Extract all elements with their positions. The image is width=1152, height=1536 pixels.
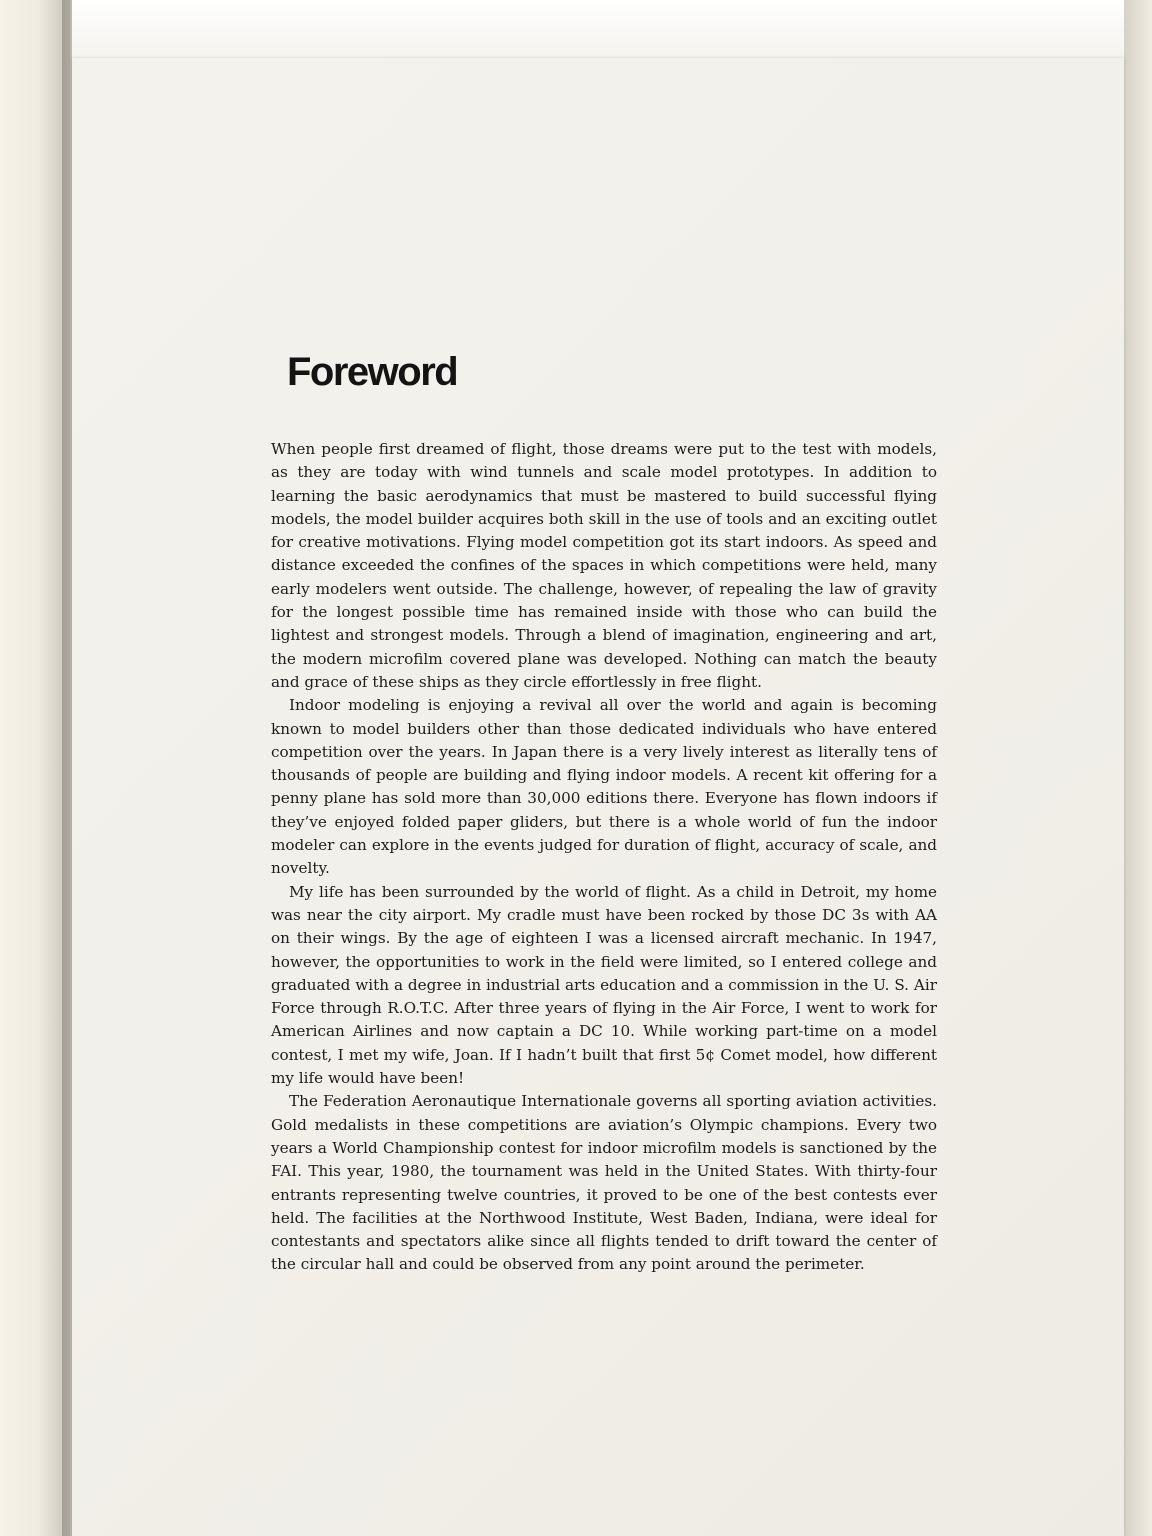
paragraph-4: The Federation Aeronautique Internationale governs all sporting aviation activities. Gold medalists in these competitions are aviation’s Olympic champions. Every two years a World Championship contest for indoor microfilm models is sanctioned by the FAI. This year, 1980, the tournament was held in the United States. With thirty-four entrants representing twelve countries, it proved to be one of the best contests ever held. The facilities at the Northwood Institute, West Baden, Indiana, were ideal for contestants and spectators alike since all flights tended to drift toward the center of the circular hall and could be observed from any point around the perimeter. — [271, 1092, 937, 1274]
paragraph-1: When people first dreamed of flight, those dreams were put to the test with models, as they are today with wind tunnels and scale model prototypes. In addition to learning the basic aerodynamics that must be mastered to build successful flying models, the model builder acquires both skill in the use of tools and an exciting outlet for creative motivations. Flying model competition got its start indoors. As speed and distance exceeded the confines of the spaces in which competitions were held, many early modelers went outside. The challenge, however, of repealing the law of gravity for the longest possible time has remained inside with those who can build the lightest and strongest models. Through a blend of imagination, engineering and art, the modern microfilm covered plane was developed. Nothing can match the beauty and grace of these ships as they circle effortlessly in free flight. — [271, 440, 937, 691]
foreword-body — [271, 438, 937, 1277]
left-page-edge — [0, 0, 70, 1536]
paragraph-2: Indoor modeling is enjoying a revival all over the world and again is becoming known to model builders other than those dedicated individuals who have entered competition over the years. In Japan there is a very lively interest as literally tens of thousands of people are building and flying indoor models. A recent kit offering for a penny plane has sold more than 30,000 editions there. Everyone has flown indoors if they’ve enjoyed folded paper gliders, but there is a whole world of fun the indoor modeler can explore in the events judged for duration of flight, accuracy of scale, and novelty. — [271, 696, 937, 878]
paragraph-3: My life has been surrounded by the world of flight. As a child in Detroit, my home was near the city airport. My cradle must have been rocked by those DC 3s with AA on their wings. By the age of eighteen I was a licensed aircraft mechanic. In 1947, however, the opportunities to work in the field were limited, so I entered college and graduated with a degree in industrial arts education and a commission in the U. S. Air Force through R.O.T.C. After three years of flying in the Air Force, I went to work for American Airlines and now captain a DC 10. While working part-time on a model contest, I met my wife, Joan. If I hadn’t built that first 5¢ Comet model, how different my life would have been! — [271, 882, 937, 1088]
top-background — [72, 0, 1152, 58]
right-background — [1124, 0, 1152, 1536]
page-title: Foreword — [287, 350, 458, 394]
